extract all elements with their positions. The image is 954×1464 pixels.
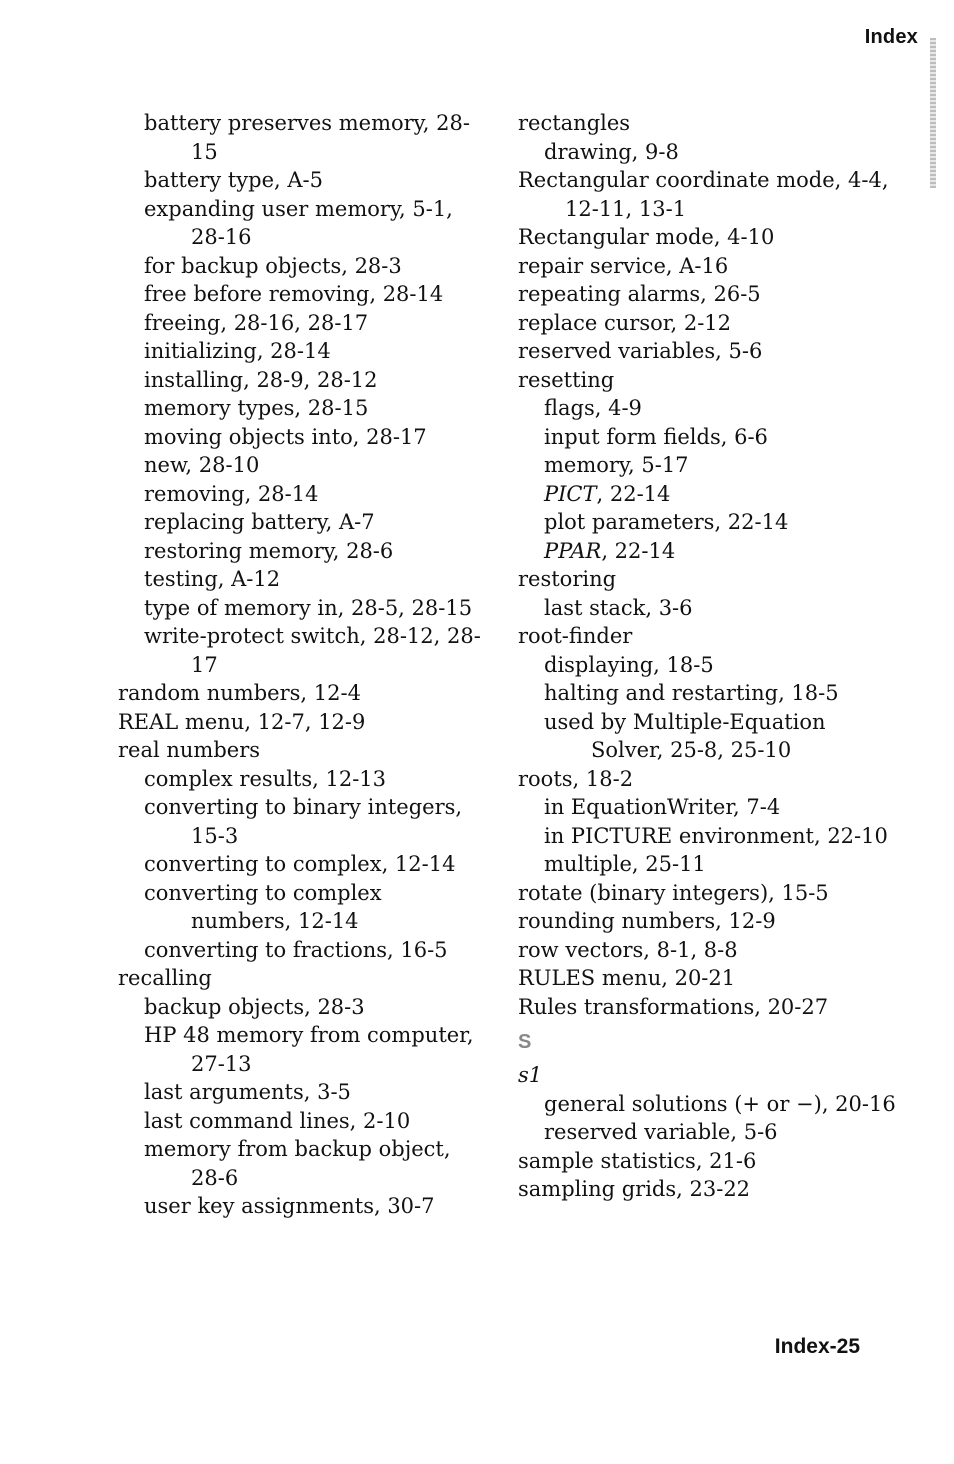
index-entry: multiple, 25-11: [544, 852, 706, 876]
index-entry: complex results, 12-13: [144, 766, 387, 791]
index-column-left: [118, 109, 488, 1221]
index-entry: last stack, 3-6: [544, 595, 693, 620]
index-entry: replacing battery, A-7: [144, 510, 375, 534]
index-entry: Rectangular coordinate mode, 4-4, 12-11, 13-1: [518, 168, 889, 221]
index-entry: halting and restarting, 18-5: [544, 681, 839, 705]
index-entry: for backup objects, 28-3: [144, 253, 402, 278]
index-entry: reserved variables, 5-6: [518, 339, 763, 363]
index-entry: resetting: [518, 367, 615, 392]
index-entry: last arguments, 3-5: [144, 1080, 351, 1104]
index-entry: backup objects, 28-3: [144, 994, 365, 1019]
index-entry: rounding numbers, 12-9: [518, 909, 776, 933]
index-entry: root-finder: [518, 624, 633, 648]
index-entry: PICT, 22-14: [544, 481, 671, 506]
index-entry: Rectangular mode, 4-10: [518, 225, 775, 249]
index-entry: write-protect switch, 28-12, 28-17: [144, 624, 481, 677]
index-entry: testing, A-12: [144, 567, 281, 591]
index-entry: RULES menu, 20-21: [518, 966, 736, 990]
index-entry: s1: [518, 1063, 543, 1087]
index-entry: PPAR, 22-14: [544, 538, 676, 563]
index-entry: moving objects into, 28-17: [144, 424, 427, 449]
index-entry: battery type, A-5: [144, 168, 323, 192]
index-entry: memory, 5-17: [544, 453, 689, 477]
index-entry: restoring memory, 28-6: [144, 538, 394, 563]
index-entry: battery preserves memory, 28-15: [144, 111, 470, 164]
index-entry: roots, 18-2: [518, 766, 634, 791]
index-entry: installing, 28-9, 28-12: [144, 367, 378, 392]
index-entry: repeating alarms, 26-5: [518, 282, 761, 306]
index-entry: free before removing, 28-14: [144, 282, 444, 306]
index-entry: reserved variable, 5-6: [544, 1120, 778, 1144]
index-entry: sampling grids, 23-22: [518, 1177, 751, 1201]
index-entry: used by Multiple-Equation Solver, 25-8, 25-10: [544, 709, 826, 762]
index-entry: real numbers: [118, 738, 261, 762]
index-entry: converting to fractions, 16-5: [144, 937, 448, 962]
index-entry: recalling: [118, 966, 212, 990]
thumb-tab-marker: [930, 38, 936, 188]
index-entry: converting to binary integers, 15-3: [144, 795, 463, 848]
index-entry: repair service, A-16: [518, 253, 729, 278]
index-entry: memory types, 28-15: [144, 396, 369, 420]
index-entry: type of memory in, 28-5, 28-15: [144, 595, 473, 620]
index-entry: restoring: [518, 567, 617, 591]
index-entry: rectangles: [518, 111, 631, 135]
index-entry: user key assignments, 30-7: [144, 1194, 435, 1218]
index-entry: last command lines, 2-10: [144, 1108, 411, 1133]
index-entry: initializing, 28-14: [144, 339, 331, 363]
index-entry: HP 48 memory from computer, 27-13: [144, 1023, 474, 1076]
index-entry: random numbers, 12-4: [118, 681, 361, 705]
index-column-right: [518, 109, 898, 1204]
index-entry: new, 28-10: [144, 453, 260, 477]
index-entry: replace cursor, 2-12: [518, 310, 732, 335]
index-entry: in EquationWriter, 7-4: [544, 795, 781, 819]
index-entry: converting to complex numbers, 12-14: [144, 880, 382, 933]
index-entry: removing, 28-14: [144, 481, 319, 506]
index-entry: sample statistics, 21-6: [518, 1148, 757, 1173]
index-entry: memory from backup object, 28-6: [144, 1137, 451, 1190]
index-entry: row vectors, 8-1, 8-8: [518, 937, 738, 962]
index-entry: general solutions (+ or −), 20-16: [544, 1091, 896, 1116]
index-entry: REAL menu, 12-7, 12-9: [118, 709, 366, 734]
index-entry: rotate (binary integers), 15-5: [518, 880, 829, 905]
page-number: Index-25: [774, 1335, 860, 1358]
page-header-title: Index: [864, 26, 918, 48]
section-letter-heading: S: [518, 1031, 532, 1053]
index-entry: plot parameters, 22-14: [544, 510, 789, 534]
index-entry: flags, 4-9: [544, 396, 642, 420]
index-entry: expanding user memory, 5-1, 28-16: [144, 196, 453, 249]
index-entry: drawing, 9-8: [544, 139, 679, 164]
index-entry: displaying, 18-5: [544, 652, 714, 677]
index-entry: input form fields, 6-6: [544, 424, 768, 449]
index-entry: converting to complex, 12-14: [144, 852, 456, 876]
index-entry: in PICTURE environment, 22-10: [544, 823, 888, 848]
index-entry: freeing, 28-16, 28-17: [144, 310, 369, 335]
index-entry: Rules transformations, 20-27: [518, 994, 829, 1019]
